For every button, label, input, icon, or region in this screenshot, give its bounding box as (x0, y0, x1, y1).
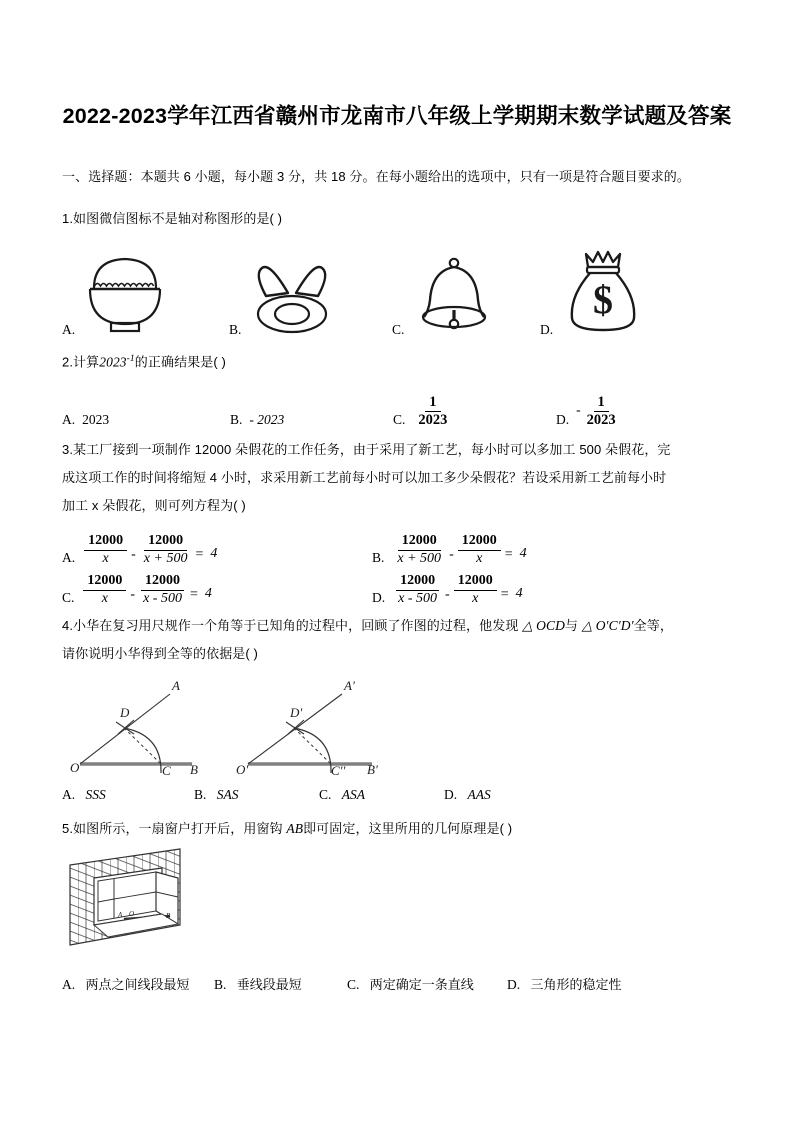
question-2-option-d[interactable] (556, 395, 622, 428)
fraction-numerator: 1 (594, 395, 609, 412)
option-label-c: C. (62, 590, 75, 606)
option-value-d: AAS (467, 787, 491, 803)
question-3-option-c[interactable] (62, 574, 372, 606)
option-label-c: C. (347, 977, 360, 993)
equation-result: 4 (519, 546, 527, 562)
option-label-a: A. (62, 977, 76, 993)
question-2-math-base: 2023 (99, 354, 127, 370)
fraction-b-2 (458, 534, 501, 566)
fraction-b-1 (393, 534, 445, 566)
svg-text:D': D' (290, 705, 303, 721)
fraction-a-1 (84, 534, 127, 566)
question-5-option-d[interactable] (507, 974, 622, 993)
question-5-stem (62, 815, 732, 843)
fraction-numerator: 12000 (454, 574, 497, 591)
fraction-denominator: x - 500 (143, 590, 182, 606)
question-5-option-a[interactable] (62, 974, 214, 993)
question-4-triangle-2: △ O′C′D′ (581, 618, 634, 634)
question-2-stem (62, 345, 732, 376)
question-3-options (62, 526, 732, 606)
fraction-sign-d: - (576, 402, 581, 418)
question-4-stem-line-2: 请你说明小华得到全等的依据是( ) (62, 646, 258, 662)
fraction-d-1 (394, 574, 441, 606)
operator-equals: = (500, 587, 509, 603)
question-5-option-c[interactable] (347, 974, 507, 993)
option-value-b: - 2023 (249, 412, 285, 428)
fraction-numerator: 12000 (144, 534, 187, 551)
operator-equals: = (504, 547, 513, 563)
rice-bowl-icon (82, 252, 168, 339)
svg-text:A: A (172, 678, 180, 694)
question-2-options (62, 388, 732, 428)
option-label-c: C. (319, 787, 332, 803)
fraction-numerator: 12000 (83, 574, 126, 591)
fraction-c-1 (83, 574, 126, 606)
option-value-a: SSS (85, 787, 106, 803)
question-4-option-a[interactable] (62, 787, 194, 803)
svg-text:A: A (118, 911, 123, 920)
option-label-d: D. (507, 977, 521, 993)
question-5-figure (62, 847, 732, 960)
svg-text:B: B (190, 762, 198, 778)
option-value-a: 2023 (82, 412, 110, 428)
question-3-option-a[interactable] (62, 534, 372, 566)
fraction-a-2 (140, 534, 192, 566)
svg-text:B': B' (367, 762, 378, 778)
question-4-options (62, 787, 732, 803)
question-4-stem-text-a: 4.小华在复习用尺规作一个角等于已知角的过程中，回顾了作图的过程，他发现 (62, 618, 523, 634)
option-label-d: D. (540, 322, 554, 337)
option-label-d: D. (372, 590, 386, 606)
question-5-segment-label: AB (286, 821, 304, 837)
fraction-denominator: 2023 (418, 412, 448, 429)
question-2-option-c[interactable] (393, 395, 556, 428)
fraction-denominator: x (102, 550, 109, 566)
fraction-d (583, 395, 620, 428)
question-1-stem: 1.如图微信图标不是轴对称图形的是( ) (62, 211, 283, 226)
question-5-stem-pre: 5.如图所示，一扇窗户打开后，用窗钩 (62, 821, 287, 837)
page-title: 2022-2023学年江西省赣州市龙南市八年级上学期期末数学试题及答案 (62, 104, 732, 128)
egg-avatar-icon (248, 252, 336, 339)
question-1-option-a[interactable] (62, 252, 168, 339)
question-3-stem-line-3: 加工 x 朵假花，则可列方程为( ) (62, 498, 246, 514)
fraction-denominator: x (472, 590, 479, 606)
question-5-option-b[interactable] (214, 974, 347, 993)
fraction-numerator: 12000 (398, 534, 441, 551)
option-label-a: A. (62, 412, 76, 428)
equation-result: 4 (515, 586, 523, 602)
question-2-stem-post: 的正确结果是( ) (134, 354, 226, 370)
question-3-stem-line-1: 3.某工厂接到一项制作 12000 朵假花的工作任务，由于采用了新工艺，每小时可以多加工 500 朵假花，完 (62, 442, 671, 458)
svg-text:C: C (162, 763, 171, 779)
svg-text:C'': C'' (331, 763, 346, 779)
option-value-c: ASA (341, 787, 366, 803)
operator-minus: - (449, 547, 454, 563)
option-label-b: B. (214, 977, 227, 993)
question-2-option-b[interactable] (230, 412, 393, 428)
operator-minus: - (131, 547, 136, 563)
fraction-denominator: x (476, 550, 483, 566)
question-4-triangle-1: △ OCD (522, 618, 565, 634)
fraction-c (414, 395, 451, 428)
option-label-b: B. (229, 322, 242, 337)
fraction-numerator: 1 (425, 395, 440, 412)
question-2-math-exponent: -1 (126, 354, 135, 364)
option-label-a: A. (62, 322, 76, 337)
question-1-option-c[interactable] (392, 252, 497, 339)
bell-icon (411, 252, 497, 339)
question-2-stem-pre: 2.计算 (62, 354, 100, 370)
question-1-option-b[interactable] (229, 252, 336, 339)
figure-right-angle (236, 678, 378, 778)
fraction-d-2 (454, 574, 497, 606)
money-bag-icon (560, 250, 646, 339)
question-3-stem-line-2: 成这项工作的时间将缩短 4 小时，求采用新工艺前每小时可以加工多少朵假花？若设采用新工艺前每小时 (62, 470, 667, 486)
svg-text:B: B (166, 912, 171, 921)
option-value-c: 两定确定一条直线 (369, 977, 474, 993)
page-content (62, 0, 732, 993)
option-value-b: SAS (216, 787, 239, 803)
question-4-stem-mid: 与 (564, 618, 582, 634)
svg-text:O: O (129, 910, 135, 919)
equation-result: 4 (204, 586, 212, 602)
svg-text:O': O' (236, 762, 249, 778)
section-heading: 一、选择题：本题共 6 小题，每小题 3 分，共 18 分。在每小题给出的选项中，只有一项是符合题目要求的。 (62, 169, 690, 184)
fraction-numerator: 12000 (396, 574, 439, 591)
option-label-d: D. (444, 787, 458, 803)
question-4-option-b[interactable] (194, 787, 319, 803)
fraction-denominator: x + 500 (143, 550, 188, 566)
operator-minus: - (445, 587, 450, 603)
fraction-numerator: 12000 (141, 574, 184, 591)
question-4-option-d[interactable] (444, 787, 491, 803)
equation-result: 4 (210, 546, 218, 562)
question-5-options (62, 974, 732, 993)
option-label-a: A. (62, 550, 76, 566)
figure-left-angle (70, 678, 198, 778)
option-label-c: C. (393, 412, 406, 428)
option-value-b: 垂线段最短 (236, 977, 302, 993)
question-5-stem-post: 即可固定，这里所用的几何原理是( ) (303, 821, 513, 837)
operator-equals: = (195, 547, 204, 563)
option-label-b: B. (194, 787, 207, 803)
question-1-options (62, 243, 732, 339)
fraction-denominator: x + 500 (397, 550, 442, 566)
svg-text:D: D (120, 705, 130, 721)
option-label-d: D. (556, 412, 570, 428)
operator-minus: - (130, 587, 136, 603)
option-label-b: B. (372, 550, 385, 566)
question-1-option-d[interactable] (540, 250, 646, 339)
svg-text:$: $ (593, 277, 614, 322)
question-2-option-a[interactable] (62, 412, 230, 428)
question-4-stem-line-1 (62, 612, 732, 640)
fraction-c-2 (139, 574, 186, 606)
option-label-c: C. (392, 322, 405, 337)
option-label-b: B. (230, 412, 243, 428)
question-3-option-b[interactable] (372, 534, 527, 566)
question-4-option-c[interactable] (319, 787, 444, 803)
question-4-stem-text-b: 全等， (633, 618, 673, 634)
fraction-denominator: x - 500 (398, 590, 438, 606)
option-value-a: 两点之间线段最短 (85, 977, 190, 993)
question-4-figure (62, 672, 732, 785)
fraction-denominator: 2023 (586, 412, 616, 429)
fraction-numerator: 12000 (458, 534, 501, 551)
operator-equals: = (189, 587, 198, 603)
option-label-a: A. (62, 787, 76, 803)
question-3-option-d[interactable] (372, 574, 523, 606)
option-value-d: 三角形的稳定性 (530, 977, 622, 993)
svg-text:O: O (70, 760, 80, 776)
svg-text:A': A' (344, 678, 355, 694)
fraction-denominator: x (101, 590, 108, 606)
fraction-numerator: 12000 (84, 534, 127, 551)
